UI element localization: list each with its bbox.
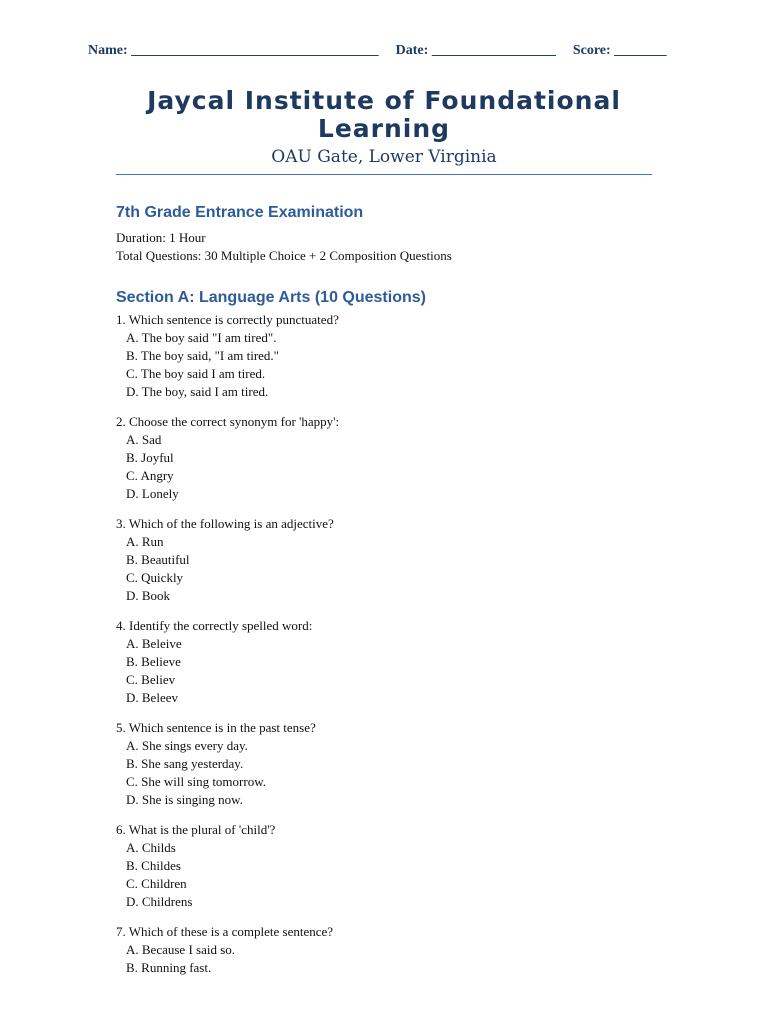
option-a: A. Beleive bbox=[126, 636, 182, 651]
title-divider bbox=[116, 174, 652, 175]
question-text: 7. Which of these is a complete sentence? bbox=[116, 924, 334, 939]
option-b: B. Running fast. bbox=[126, 960, 212, 975]
question-text: 6. What is the plural of 'child'? bbox=[116, 822, 276, 837]
option-c: C. The boy said I am tired. bbox=[126, 366, 266, 381]
institution-location: OAU Gate, Lower Virginia bbox=[271, 147, 497, 167]
question-1 bbox=[116, 311, 716, 401]
question-4 bbox=[116, 617, 716, 707]
exam-title: 7th Grade Entrance Examination bbox=[116, 204, 364, 221]
option-b: B. She sang yesterday. bbox=[126, 756, 244, 771]
option-b: B. Joyful bbox=[126, 450, 174, 465]
date-blank: ___________________ bbox=[431, 43, 556, 58]
option-d: D. Beleev bbox=[126, 690, 178, 705]
question-text: 4. Identify the correctly spelled word: bbox=[116, 618, 313, 633]
student-info-line bbox=[88, 43, 728, 59]
question-2 bbox=[116, 413, 716, 503]
section-a-title: Section A: Language Arts (10 Questions) bbox=[116, 289, 426, 306]
option-b: B. Childes bbox=[126, 858, 181, 873]
option-d: D. The boy, said I am tired. bbox=[126, 384, 269, 399]
question-text: 5. Which sentence is in the past tense? bbox=[116, 720, 316, 735]
name-blank: ______________________________________ bbox=[131, 43, 379, 58]
exam-duration: Duration: 1 Hour bbox=[116, 230, 206, 245]
question-7 bbox=[116, 923, 716, 977]
score-label: Score: bbox=[572, 43, 611, 58]
option-d: D. She is singing now. bbox=[126, 792, 243, 807]
option-b: B. Believe bbox=[126, 654, 181, 669]
date-label: Date: bbox=[395, 43, 429, 58]
option-c: C. Angry bbox=[126, 468, 174, 483]
score-blank: ________ bbox=[614, 43, 667, 58]
exam-total-questions: Total Questions: 30 Multiple Choice + 2 Composition Questions bbox=[116, 248, 452, 263]
option-d: D. Book bbox=[126, 588, 171, 603]
option-b: B. The boy said, "I am tired." bbox=[126, 348, 279, 363]
title-block bbox=[116, 87, 652, 168]
exam-content bbox=[116, 202, 716, 989]
question-3 bbox=[116, 515, 716, 605]
option-a: A. Childs bbox=[126, 840, 176, 855]
option-d: D. Childrens bbox=[126, 894, 193, 909]
option-b: B. Beautiful bbox=[126, 552, 190, 567]
name-label: Name: bbox=[88, 43, 128, 58]
option-a: A. Sad bbox=[126, 432, 162, 447]
question-6 bbox=[116, 821, 716, 911]
question-5 bbox=[116, 719, 716, 809]
option-a: A. The boy said "I am tired". bbox=[126, 330, 277, 345]
question-text: 2. Choose the correct synonym for 'happy': bbox=[116, 414, 340, 429]
option-a: A. Because I said so. bbox=[126, 942, 236, 957]
option-a: A. She sings every day. bbox=[126, 738, 248, 753]
institution-name: Jaycal Institute of Foundational Learning bbox=[147, 86, 621, 143]
option-d: D. Lonely bbox=[126, 486, 179, 501]
option-c: C. Quickly bbox=[126, 570, 184, 585]
option-c: C. Believ bbox=[126, 672, 176, 687]
question-list bbox=[116, 311, 716, 977]
option-c: C. Children bbox=[126, 876, 187, 891]
option-c: C. She will sing tomorrow. bbox=[126, 774, 266, 789]
question-text: 3. Which of the following is an adjective? bbox=[116, 516, 334, 531]
option-a: A. Run bbox=[126, 534, 164, 549]
question-text: 1. Which sentence is correctly punctuated? bbox=[116, 312, 339, 327]
